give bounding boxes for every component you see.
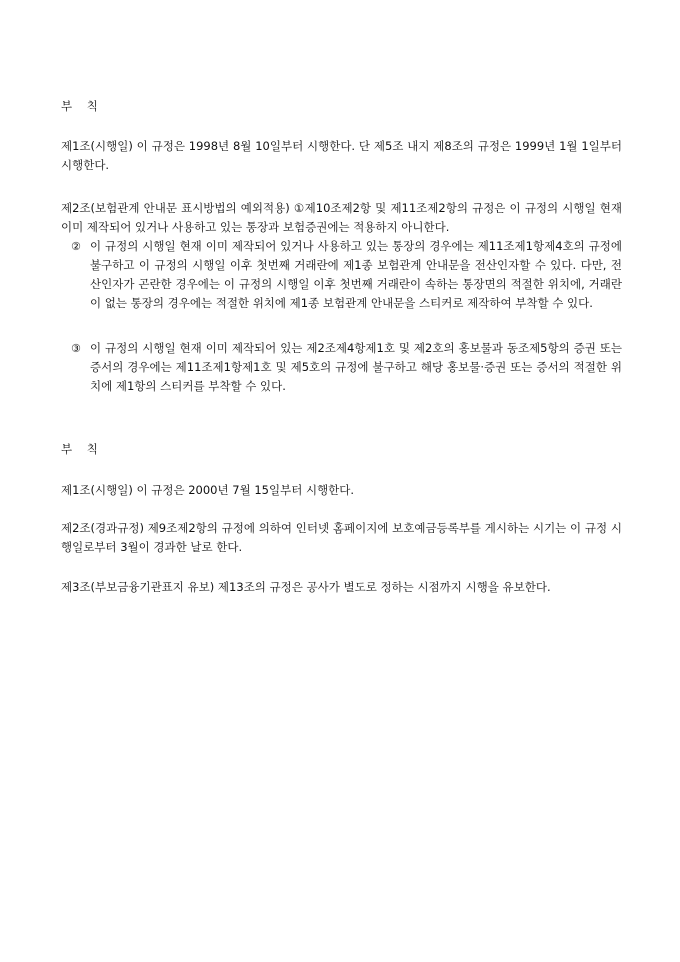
article-1-effective-date: 제1조(시행일) 이 규정은 1998년 8월 10일부터 시행한다. 단 제5조 내지 제8조의 규정은 1999년 1월 1일부터 시행한다. — [61, 139, 622, 172]
article-1-effective-date: 제1조(시행일) 이 규정은 2000년 7월 15일부터 시행한다. — [61, 483, 355, 497]
supplementary-provisions-title: 부 칙 — [61, 99, 98, 113]
article-3-deferral: 제3조(부보금융기관표지 유보) 제13조의 규정은 공사가 별도로 정하는 시점까지 시행을 유보한다. — [61, 580, 551, 594]
supplementary-provisions-title: 부 칙 — [61, 442, 98, 456]
article-2-paragraph-2 — [71, 237, 622, 313]
paragraph-text: 이 규정의 시행일 현재 이미 제작되어 있거나 사용하고 있는 통장의 경우에는 제11조제1항제4호의 규정에 불구하고 이 규정의 시행일 이후 첫번째 거래란에 제1종 보험관계 안내문을 전산인자할 수 있다. 다만, 전산인자가 곤란한 경우에는 이 규정의 시행일 이후 첫번째 거래란이 속하는 통장면의 적절한 위치에, 거래란이 없는 통장의 경우에는 적절한 위치에 제1종 보험관계 안내문을 스티커로 제작하여 부착할 수 있다. — [90, 239, 622, 310]
article-2-transitional: 제2조(경과규정) 제9조제2항의 규정에 의하여 인터넷 홈페이지에 보호예금등록부를 게시하는 시기는 이 규정 시행일로부터 3월이 경과한 날로 한다. — [61, 521, 622, 554]
paragraph-marker: ② — [71, 240, 81, 253]
paragraph-text: 이 규정의 시행일 현재 이미 제작되어 있는 제2조제4항제1호 및 제2호의 홍보물과 동조제5항의 증권 또는 증서의 경우에는 제11조제1항제1호 및 제5호의 규정에 불구하고 해당 홍보물·증권 또는 증서의 적절한 위치에 제1항의 스티커를 부착할 수 있다. — [90, 341, 622, 393]
paragraph-marker: ③ — [71, 342, 81, 355]
article-2-paragraph-3 — [71, 339, 622, 396]
article-2-exception: 제2조(보험관계 안내문 표시방법의 예외적용) ①제10조제2항 및 제11조제2항의 규정은 이 규정의 시행일 현재 이미 제작되어 있거나 사용하고 있는 통장과 보험증권에는 적용하지 아니한다. — [61, 201, 622, 234]
